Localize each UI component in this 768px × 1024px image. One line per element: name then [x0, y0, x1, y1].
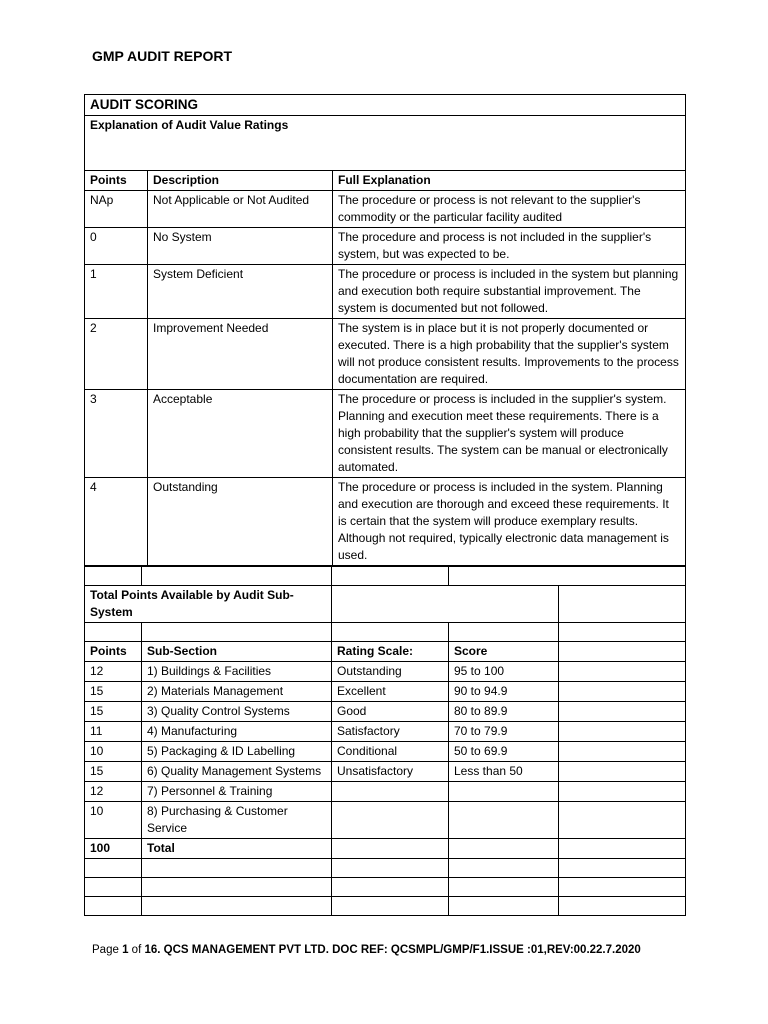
rating-points: 1: [85, 265, 148, 319]
subsection-points: 11: [85, 722, 142, 742]
table-row: [85, 319, 686, 390]
rating-scale-label: [332, 802, 449, 839]
rating-scale-label: Good: [332, 702, 449, 722]
rating-scale-score: 70 to 79.9: [449, 722, 559, 742]
footer-page-number: 1: [122, 944, 129, 956]
table-row: [85, 802, 686, 839]
table-row: [85, 662, 686, 682]
rating-scale-label: Excellent: [332, 682, 449, 702]
page-footer: [92, 944, 641, 956]
subsystem-heading-row: [85, 586, 686, 623]
subsection-name: 1) Buildings & Facilities: [142, 662, 332, 682]
rating-description: Outstanding: [148, 478, 333, 566]
rating-explanation: The procedure and process is not included in the supplier's system, but was expected to be.: [333, 228, 686, 265]
table-row: [85, 228, 686, 265]
rating-description: Improvement Needed: [148, 319, 333, 390]
rating-explanation: The procedure or process is included in the system but planning and execution both require substantial improvement. The system is documented but not followed.: [333, 265, 686, 319]
audit-scoring-sheet: [84, 94, 685, 916]
page-title: GMP AUDIT REPORT: [92, 48, 233, 64]
rating-points: 4: [85, 478, 148, 566]
audit-scoring-table: [84, 94, 686, 566]
subsection-name: 2) Materials Management: [142, 682, 332, 702]
table-row: [85, 742, 686, 762]
subsection-points: 12: [85, 662, 142, 682]
column-header-points: Points: [85, 642, 142, 662]
footer-total-pages: 16.: [144, 944, 161, 956]
rating-scale-label: [332, 782, 449, 802]
rating-points: 3: [85, 390, 148, 478]
rating-points: NAp: [85, 191, 148, 228]
spacer-row: [85, 623, 686, 642]
rating-explanation: The system is in place but it is not properly documented or executed. There is a high probability that the supplier's system will not produce consistent results. Improvements to the process documentation are required.: [333, 319, 686, 390]
total-label: Total: [142, 839, 332, 859]
rating-explanation: The procedure or process is not relevant to the supplier's commodity or the particular facility audited: [333, 191, 686, 228]
column-header-points: Points: [85, 171, 148, 191]
table-row: [85, 762, 686, 782]
scoring-heading: AUDIT SCORING: [85, 95, 686, 116]
table-row: [85, 390, 686, 478]
rating-scale-label: Satisfactory: [332, 722, 449, 742]
subsection-name: 8) Purchasing & Customer Service: [142, 802, 332, 839]
subsystem-heading: Total Points Available by Audit Sub-System: [85, 586, 332, 623]
subsection-name: 7) Personnel & Training: [142, 782, 332, 802]
table-row: [85, 682, 686, 702]
scoring-heading-row: [85, 95, 686, 116]
rating-scale-label: Unsatisfactory: [332, 762, 449, 782]
footer-doc-reference: QCS MANAGEMENT PVT LTD. DOC REF: QCSMPL/GMP/F1.ISSUE :01,REV:00.22.7.2020: [163, 944, 641, 956]
empty-row: [85, 859, 686, 878]
rating-scale-score: 80 to 89.9: [449, 702, 559, 722]
subsection-points: 15: [85, 682, 142, 702]
column-header-score: Score: [449, 642, 559, 662]
rating-points: 0: [85, 228, 148, 265]
subsection-points: 10: [85, 802, 142, 839]
scoring-column-header-row: [85, 171, 686, 191]
subsystem-table: [84, 566, 686, 916]
column-header-rating-scale: Rating Scale:: [332, 642, 449, 662]
column-header-description: Description: [148, 171, 333, 191]
rating-description: Not Applicable or Not Audited: [148, 191, 333, 228]
rating-scale-score: 90 to 94.9: [449, 682, 559, 702]
empty-row: [85, 878, 686, 897]
scoring-subheading-row: [85, 116, 686, 171]
total-points: 100: [85, 839, 142, 859]
spacer-row: [85, 567, 686, 586]
rating-description: System Deficient: [148, 265, 333, 319]
rating-explanation: The procedure or process is included in the supplier's system. Planning and execution meet these requirements. There is a high probability that the supplier's system will produce consistent results. The system can be manual or electronically automated.: [333, 390, 686, 478]
subsection-points: 12: [85, 782, 142, 802]
rating-scale-score: 95 to 100: [449, 662, 559, 682]
subsection-name: 5) Packaging & ID Labelling: [142, 742, 332, 762]
scoring-subheading: Explanation of Audit Value Ratings: [85, 116, 686, 171]
empty-row: [85, 897, 686, 916]
subsystem-column-header-row: [85, 642, 686, 662]
subsection-name: 3) Quality Control Systems: [142, 702, 332, 722]
table-row: [85, 722, 686, 742]
rating-description: Acceptable: [148, 390, 333, 478]
table-row: [85, 782, 686, 802]
subsection-points: 15: [85, 762, 142, 782]
subsection-name: 4) Manufacturing: [142, 722, 332, 742]
subsection-points: 15: [85, 702, 142, 722]
rating-scale-score: [449, 782, 559, 802]
column-header-full-explanation: Full Explanation: [333, 171, 686, 191]
table-row: [85, 265, 686, 319]
rating-description: No System: [148, 228, 333, 265]
subsection-points: 10: [85, 742, 142, 762]
footer-page-label: Page: [92, 944, 119, 956]
subsection-name: 6) Quality Management Systems: [142, 762, 332, 782]
rating-explanation: The procedure or process is included in the system. Planning and execution are thorough and exceed these requirements. It is certain that the system will produce exemplary results. Although not required, typically electronic data management is used.: [333, 478, 686, 566]
footer-of-label: of: [131, 944, 142, 956]
rating-scale-score: 50 to 69.9: [449, 742, 559, 762]
rating-points: 2: [85, 319, 148, 390]
total-row: [85, 839, 686, 859]
rating-scale-score: [449, 802, 559, 839]
table-row: [85, 702, 686, 722]
rating-scale-score: Less than 50: [449, 762, 559, 782]
rating-scale-label: Outstanding: [332, 662, 449, 682]
column-header-sub-section: Sub-Section: [142, 642, 332, 662]
rating-scale-label: Conditional: [332, 742, 449, 762]
table-row: [85, 478, 686, 566]
table-row: [85, 191, 686, 228]
